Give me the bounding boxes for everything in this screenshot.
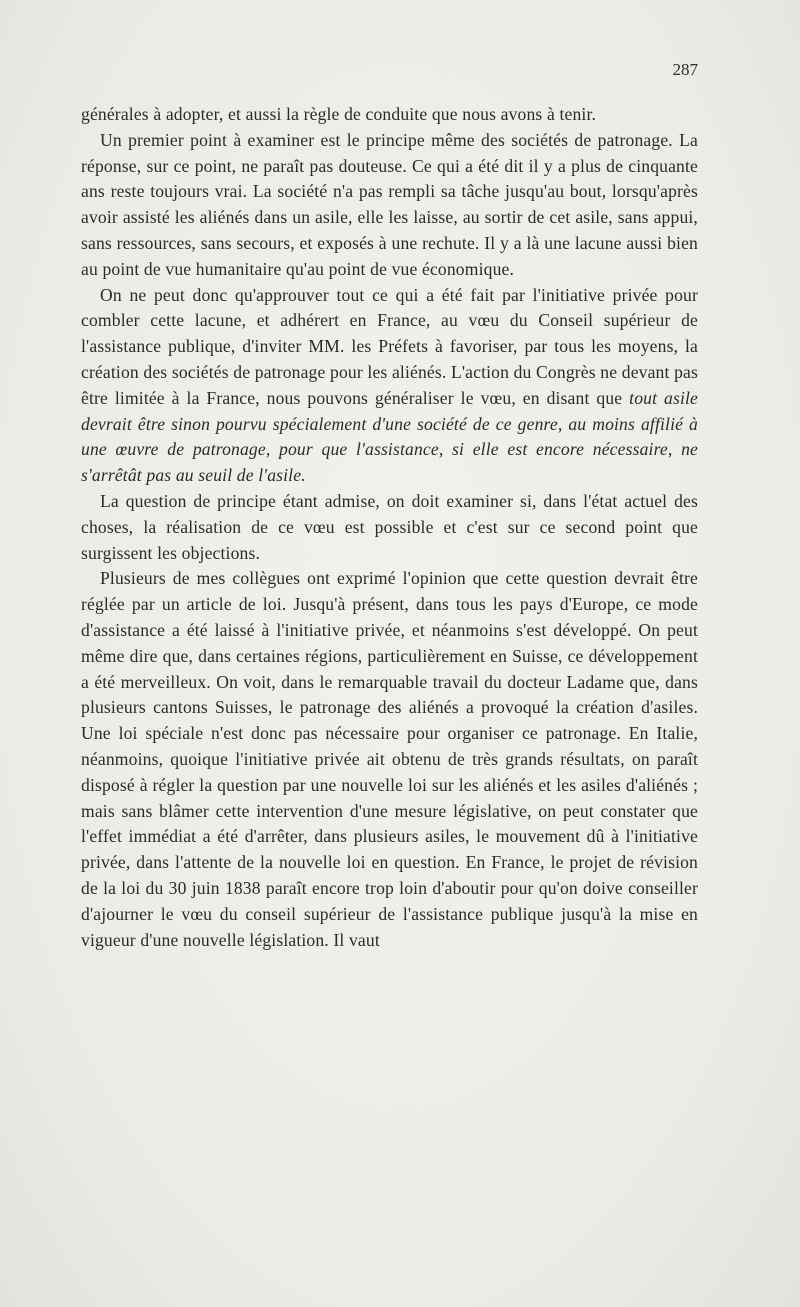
paragraph — [81, 102, 698, 128]
paragraph — [81, 566, 698, 953]
paragraph — [81, 283, 698, 489]
page-number: 287 — [672, 60, 698, 79]
text-run: On ne peut donc qu'approuver tout ce qui a été fait par l'initiative privée pour combler cette lacune, et adhérert en France, au vœu du Conseil supérieur de l'assistance publique, d'inviter MM. les Préfets à favoriser, par tous les moyens, la création des sociétés de patronage pour les aliénés. L'action du Congrès ne devant pas être limitée à la France, nous pouvons généraliser le vœu, en disant que — [81, 284, 698, 408]
body-text — [81, 102, 698, 953]
text-run: Plusieurs de mes collègues ont exprimé l'opinion que cette question devrait être réglée par un article de loi. Jusqu'à présent, dans tous les pays d'Europe, ce mode d'assistance a été laissé à l'initiative privée, et néanmoins s'est développé. On peut même dire que, dans certaines régions, particulièrement en Suisse, ce développement a été merveilleux. On voit, dans le remarquable travail du docteur Ladame que, dans plusieurs cantons Suisses, le patronage des aliénés a provoqué la création d'asiles. Une loi spéciale n'est donc pas nécessaire pour organiser ce patronage. En Italie, néanmoins, quoique l'initiative privée ait obtenu de très grands résultats, on paraît disposé à régler la question par une nouvelle loi sur les aliénés et les asiles d'aliénés ; mais sans blâmer cette intervention d'une mesure législative, on peut constater que l'effet immédiat a été d'arrêter, dans plusieurs asiles, le mouvement dû à l'initiative privée, dans l'attente de la nouvelle loi en question. En France, le projet de révision de la loi du 30 juin 1838 paraît encore trop loin d'aboutir pour qu'on doive conseiller d'ajourner le vœu du conseil supérieur de l'assistance publique jusqu'à la mise en vigueur d'une nouvelle législation. Il vaut — [81, 568, 698, 950]
italic-text: tout asile devrait être sinon pourvu spécialement d'une société de ce genre, au moins affilié à une œuvre de patronage, pour que l'assistance, si elle est encore nécessaire, ne s'arrêtât pas au seuil de l'asile. — [81, 387, 699, 486]
paragraph — [81, 128, 698, 283]
text-run: générales à adopter, et aussi la règle de conduite que nous avons à tenir. — [81, 104, 597, 124]
paragraph — [81, 489, 698, 566]
text-run: Un premier point à examiner est le principe même des sociétés de patronage. La réponse, sur ce point, ne paraît pas douteuse. Ce qui a été dit il y a plus de cinquante ans reste toujours vrai. La société n'a pas rempli sa tâche jusqu'au bout, lorsqu'après avoir assisté les aliénés dans un asile, elle les laisse, au sortir de cet asile, sans appui, sans ressources, sans secours, et exposés à une rechute. Il y a là une lacune aussi bien au point de vue humanitaire qu'au point de vue économique. — [81, 129, 698, 279]
text-run: La question de principe étant admise, on doit examiner si, dans l'état actuel des choses, la réalisation de ce vœu est possible et c'est sur ce second point que surgissent les objections. — [81, 490, 698, 563]
